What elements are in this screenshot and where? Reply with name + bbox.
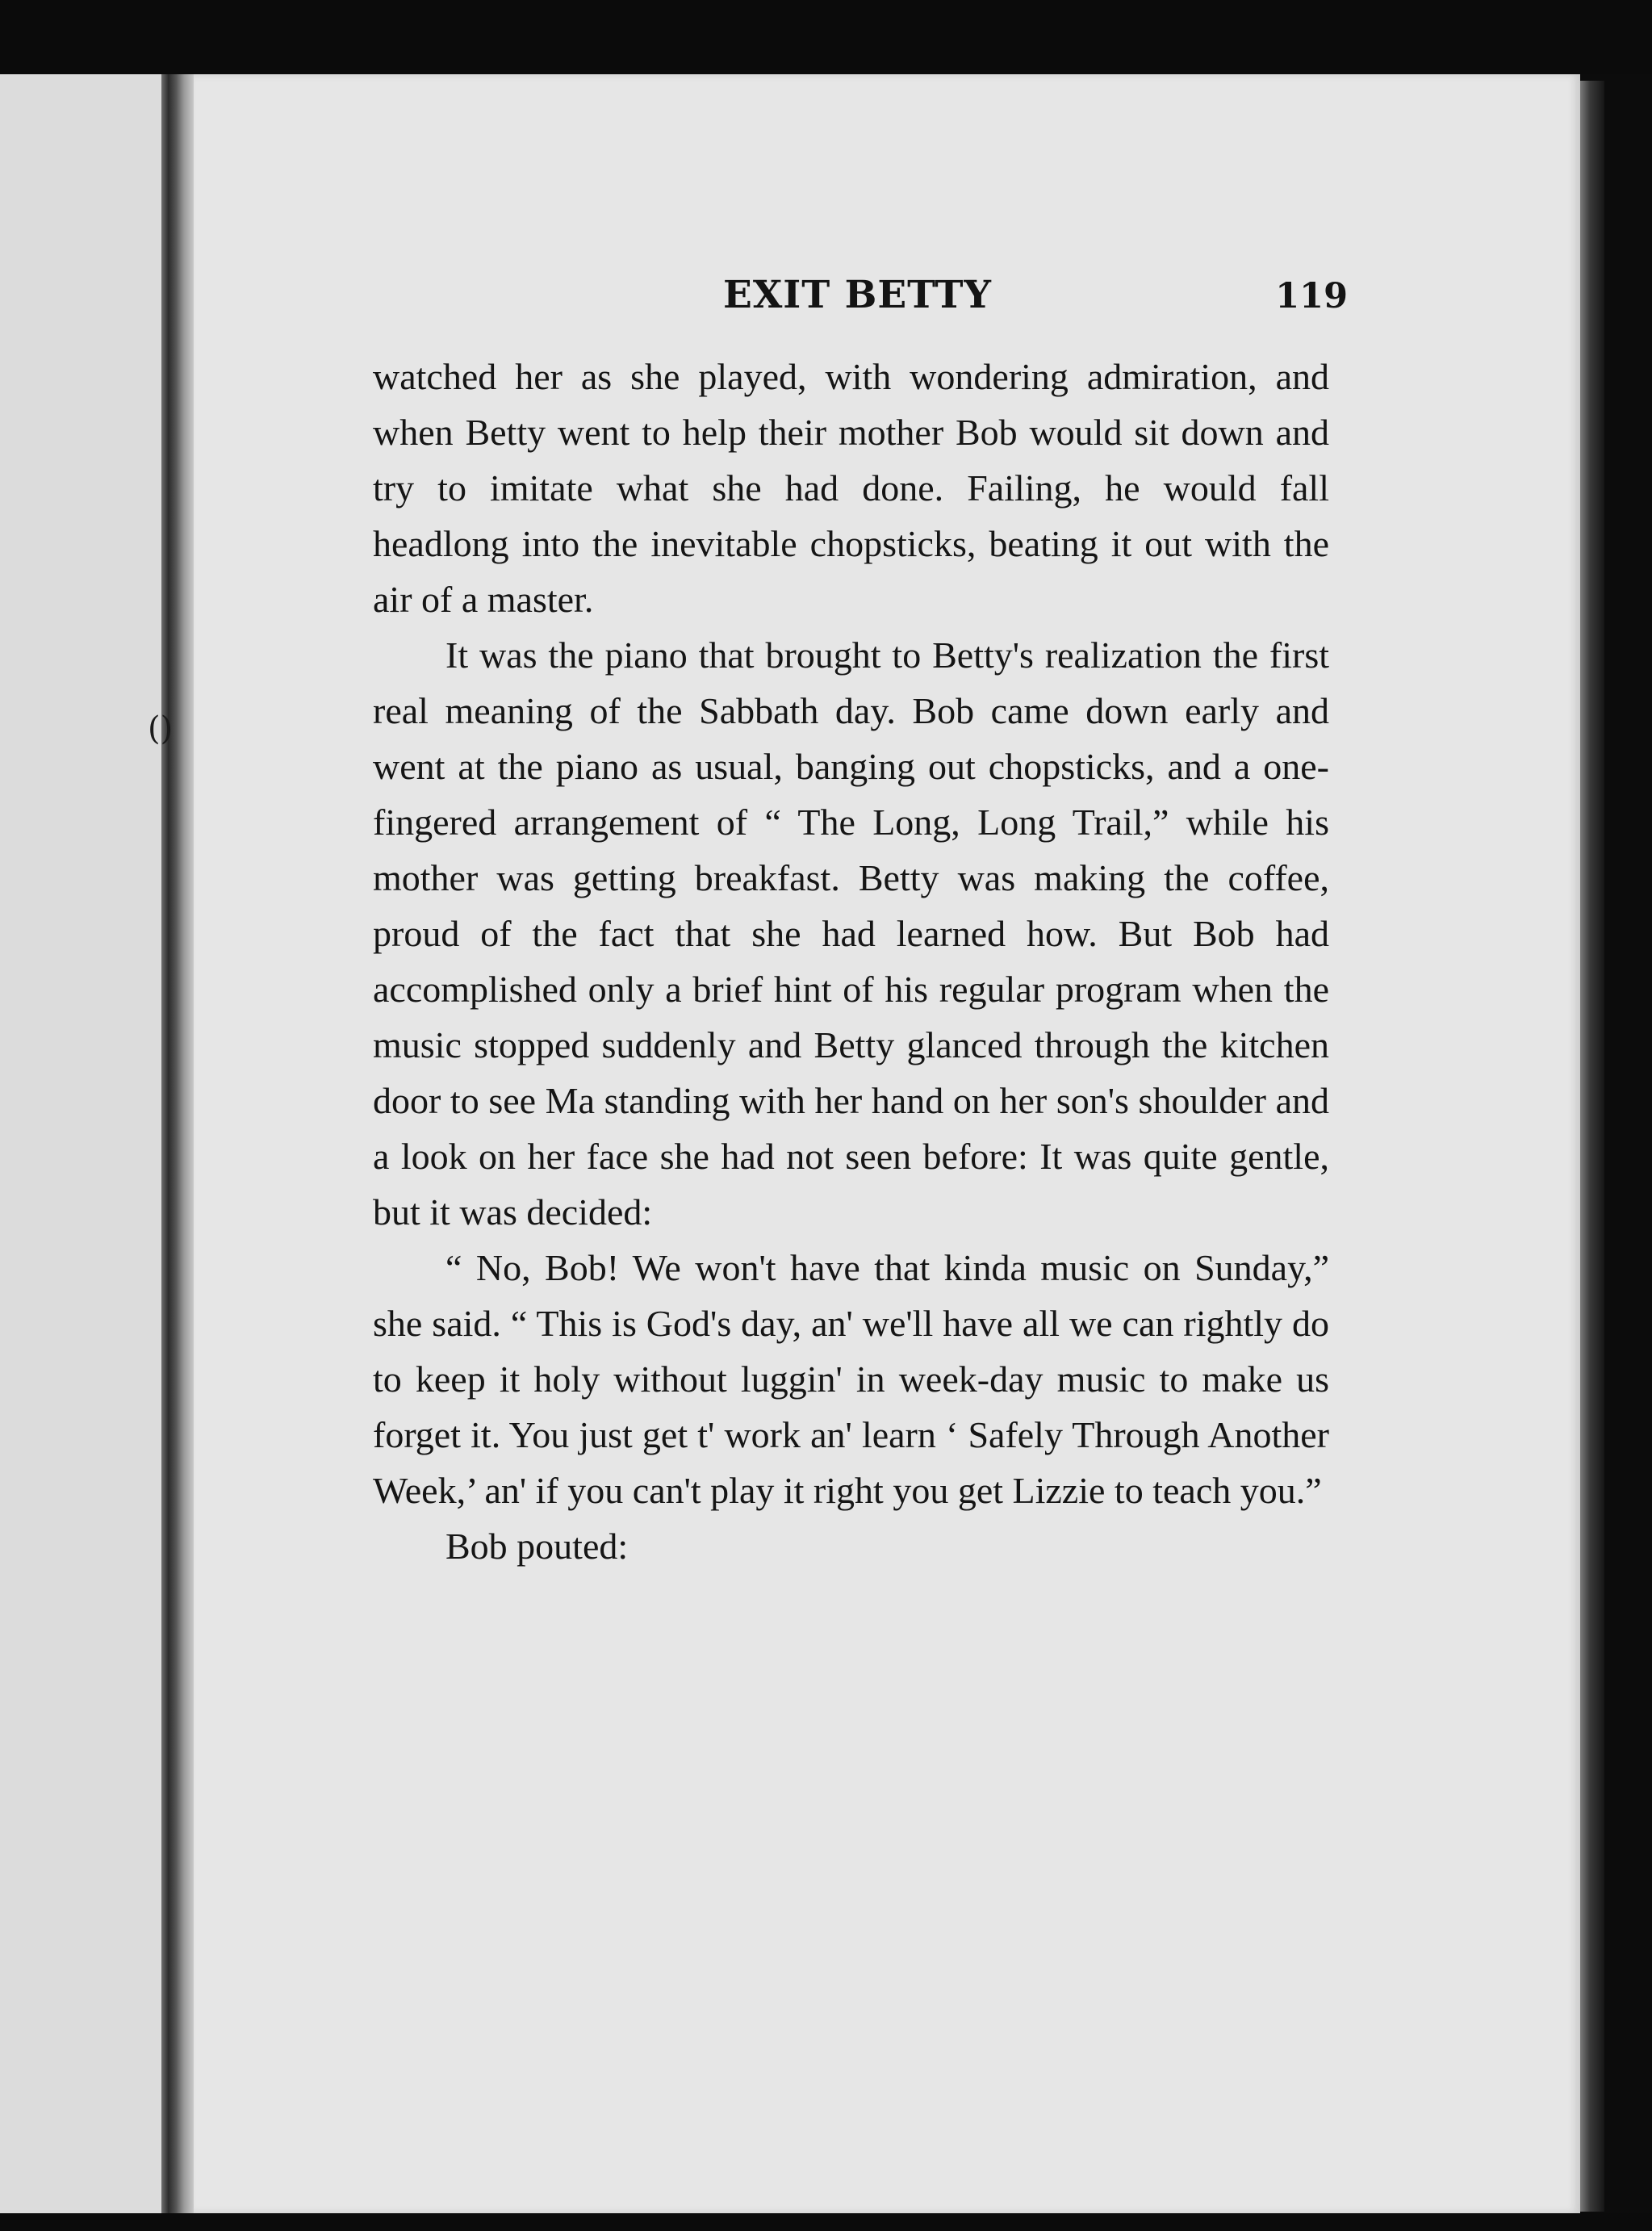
body-text [373,349,1329,1574]
page-fore-edge [1580,81,1604,2212]
page-number: 119 [1275,276,1348,316]
book-gutter [161,74,194,2213]
margin-mark-icon: () [148,710,174,747]
paragraph: It was the piano that brought to Betty's realization the first real meaning of the Sabbath day. Bob came down early and went at the piano as usual, banging out chopsticks, and a one-fingered arrangement of “ The Long, Long Trail,” while his mother was getting breakfast. Betty was making the coffee, proud of the fact that she had learned how. But Bob had accomplished only a brief hint of his regular program when the music stopped suddenly and Betty glanced through the kitchen door to see Ma standing with her hand on her son's shoulder and a look on her face she had not seen before: It was quite gentle, but it was decided: [373,634,1329,1233]
paragraph: “ No, Bob! We won't have that kinda music on Sunday,” she said. “ This is God's day, an' we'll have all we can rightly do to keep it holy without luggin' in week-day music to make us forget it. You just get t' work an' learn ‘ Safely Through Another Week,’ an' if you can't play it right you get Lizzie to teach you.” [373,1247,1329,1511]
scan-bottom-border [0,2213,1652,2231]
facing-page-edge [0,74,161,2213]
page-header [355,273,1348,337]
paragraph: Bob pouted: [445,1526,629,1567]
scan-top-border [0,0,1652,74]
running-head: EXIT BETTY [723,273,992,317]
paragraph: watched her as she played, with wondering admiration, and when Betty went to help their mother Bob would sit down and try to imitate what she had done. Failing, he would fall headlong into the inevitable chopsticks, beating it out with the air of a master. [373,356,1329,620]
